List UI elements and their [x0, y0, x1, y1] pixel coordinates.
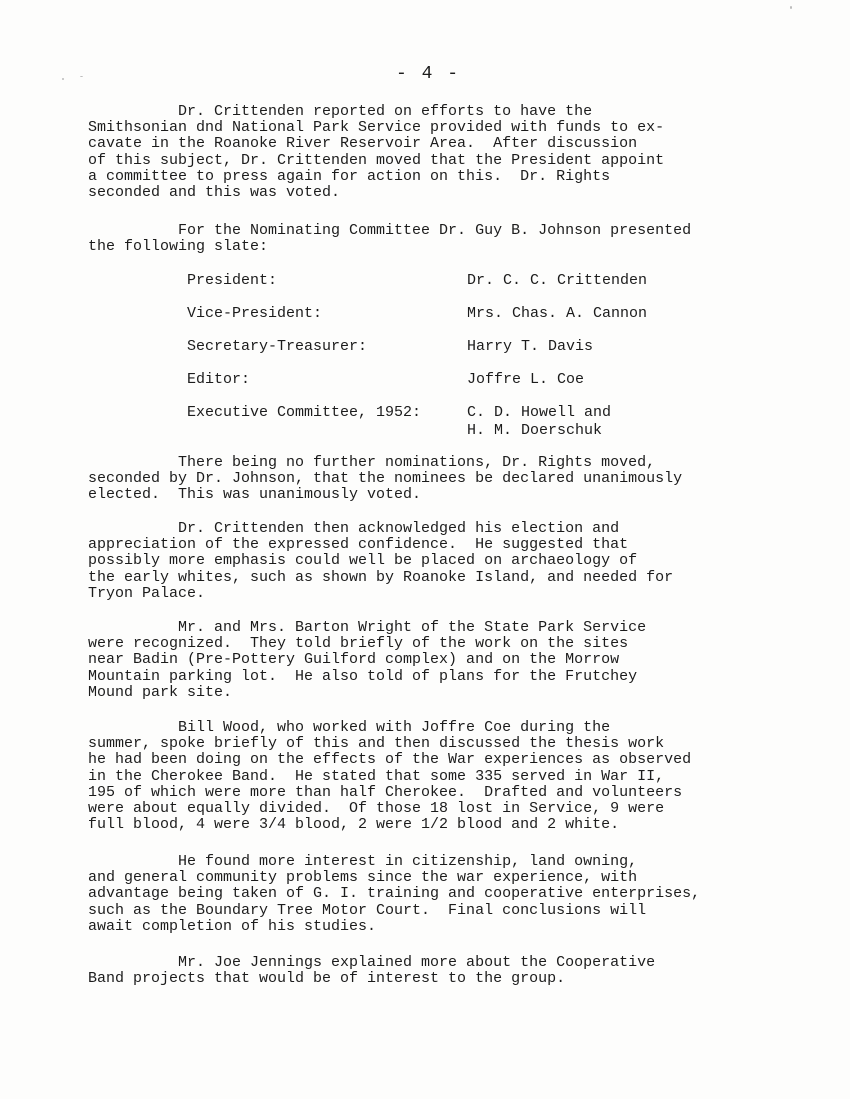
text-line: in the Cherokee Band. He stated that some 335 served in War II,	[88, 767, 665, 785]
text-line: Mountain parking lot. He also told of plans for the Frutchey	[88, 667, 638, 685]
paragraph-citizenship-findings	[88, 854, 778, 935]
paragraph-smithsonian-funds	[88, 104, 778, 201]
text-line: Mr. Joe Jennings explained more about the Cooperative	[88, 954, 656, 971]
text-line: Smithsonian dnd National Park Service provided with funds to ex-	[88, 119, 665, 137]
paragraph-crittenden-acknowledgement	[88, 521, 778, 602]
text-line: appreciation of the expressed confidence. He suggested that	[88, 536, 629, 554]
text-line: were about equally divided. Of those 18 lost in Service, 9 were	[88, 800, 665, 818]
paragraph-barton-wright	[88, 620, 778, 701]
text-line: Mr. and Mrs. Barton Wright of the State Park Service	[88, 619, 647, 636]
text-line: There being no further nominations, Dr. Rights moved,	[88, 454, 656, 471]
text-line: 195 of which were more than half Cherokee. Drafted and volunteers	[88, 783, 683, 801]
text-line: the early whites, such as shown by Roanoke Island, and needed for	[88, 568, 674, 586]
text-line: Band projects that would be of interest to the group.	[88, 970, 566, 988]
text-line: await completion of his studies.	[88, 917, 377, 935]
paragraph-bill-wood-thesis	[88, 720, 778, 833]
text-line: He found more interest in citizenship, land owning,	[88, 853, 638, 870]
page-number: - 4 -	[396, 64, 461, 84]
text-line: such as the Boundary Tree Motor Court. Final conclusions will	[88, 901, 647, 919]
text-line: For the Nominating Committee Dr. Guy B. Johnson presented	[88, 222, 692, 239]
text-line: and general community problems since the war experience, with	[88, 869, 638, 887]
slate-office: Secretary-Treasurer:	[187, 338, 368, 355]
slate-row	[187, 338, 747, 356]
slate-office: Executive Committee, 1952:	[187, 404, 422, 421]
text-line: of this subject, Dr. Crittenden moved that the President appoint	[88, 151, 665, 169]
text-line: Dr. Crittenden then acknowledged his election and	[88, 520, 620, 537]
slate-office: President:	[187, 272, 278, 289]
text-line: he had been doing on the effects of the War experiences as observed	[88, 751, 692, 769]
slate-office: Vice-President:	[187, 305, 323, 322]
slate-row	[187, 305, 747, 323]
scan-speck	[80, 76, 83, 77]
text-line: seconded and this was voted.	[88, 184, 341, 202]
text-line: Mound park site.	[88, 683, 233, 701]
slate-nominee: C. D. Howell and H. M. Doerschuk	[467, 404, 612, 439]
slate-nominee: Mrs. Chas. A. Cannon	[467, 305, 648, 322]
paragraph-joe-jennings	[88, 955, 778, 987]
text-line: full blood, 4 were 3/4 blood, 2 were 1/2 blood and 2 white.	[88, 816, 620, 834]
paragraph-nominating-committee	[88, 223, 778, 255]
slate-nominee: Joffre L. Coe	[467, 371, 585, 388]
slate-office: Editor:	[187, 371, 251, 388]
text-line: Dr. Crittenden reported on efforts to have the	[88, 103, 593, 120]
paragraph-election-vote	[88, 455, 778, 504]
text-line: elected. This was unanimously voted.	[88, 486, 422, 504]
slate-row	[187, 371, 747, 389]
slate-nominee: Harry T. Davis	[467, 338, 594, 355]
text-line: seconded by Dr. Johnson, that the nominees be declared unanimously	[88, 470, 683, 488]
slate-row	[187, 404, 747, 439]
text-line: Bill Wood, who worked with Joffre Coe during the	[88, 719, 611, 736]
text-line: advantage being taken of G. I. training and cooperative enterprises,	[88, 885, 701, 903]
scan-speck	[790, 6, 792, 9]
text-line: near Badin (Pre-Pottery Guilford complex) and on the Morrow	[88, 651, 620, 669]
text-line: Tryon Palace.	[88, 584, 206, 602]
scan-speck	[62, 78, 64, 80]
text-line: the following slate:	[88, 238, 269, 256]
slate-nominee: Dr. C. C. Crittenden	[467, 272, 648, 289]
slate-row	[187, 272, 747, 290]
text-line: possibly more emphasis could well be placed on archaeology of	[88, 552, 638, 570]
text-line: a committee to press again for action on this. Dr. Rights	[88, 167, 611, 185]
text-line: summer, spoke briefly of this and then discussed the thesis work	[88, 735, 665, 753]
text-line: cavate in the Roanoke River Reservoir Area. After discussion	[88, 135, 638, 153]
text-line: were recognized. They told briefly of the work on the sites	[88, 635, 629, 653]
